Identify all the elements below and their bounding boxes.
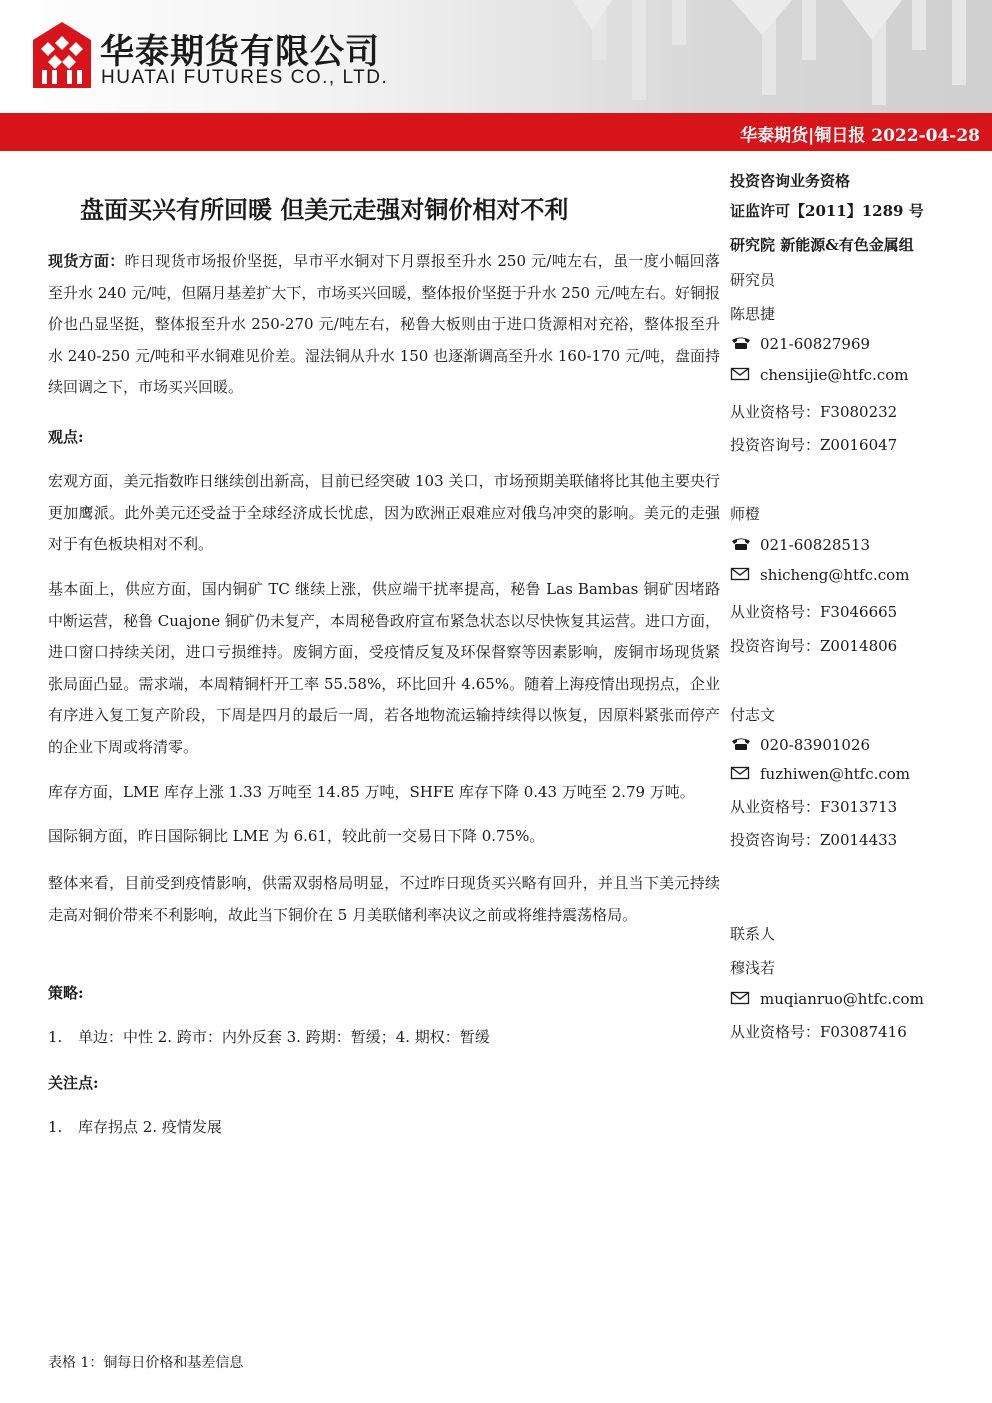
view-label: 观点:	[48, 428, 84, 446]
strategy-text: 单边：中性 2. 跨市：内外反套 3. 跨期：暂缓；4. 期权：暂缓	[78, 1028, 490, 1046]
analyst-email[interactable]: fuzhiwen@htfc.com	[730, 765, 910, 783]
strategy-label: 策略:	[48, 984, 84, 1002]
spot-text: 昨日现货市场报价坚挺，早市平水铜对下月票报至升水 250 元/吨左右，虽一度小幅回落至升水 240 元/吨，但隔月基差扩大下，市场买兴回暖，整体报价坚挺于升水 250 元/吨左右。好铜报价也凸显坚挺，整体报至升水 250-270 元/吨左右，秘鲁大板则由于进口货源相对充裕，整体报至升水 240-250 元/吨和平水铜难见价差。湿法铜从升水 150 也逐渐调高至升水 160-170 元/吨，盘面持续回调之下，市场买兴回暖。	[48, 252, 721, 396]
email-icon	[730, 567, 752, 581]
international-paragraph: 国际铜方面，昨日国际铜比 LME 为 6.61，较此前一交易日下降 0.75%。	[48, 827, 545, 845]
analyst-cert: 从业资格号：F3046665	[730, 603, 898, 621]
macro-paragraph: 宏观方面，美元指数昨日继续创出新高，目前已经突破 103 关口，市场预期美联储将比其他主要央行更加鹰派。此外美元还受益于全球经济成长忧虑，因为欧洲正艰难应对俄乌冲突的影响。美元的走强对于有色板块相对不利。	[48, 472, 720, 553]
table-caption: 表格 1：铜每日价格和基差信息	[48, 1355, 244, 1371]
analyst-email[interactable]: chensijie@htfc.com	[730, 366, 908, 384]
strategy-number: 1.	[48, 1028, 63, 1046]
analyst-advisory: 投资咨询号：Z0014433	[730, 831, 898, 849]
researcher-label: 研究员	[730, 271, 776, 289]
analyst-advisory: 投资咨询号：Z0016047	[730, 436, 898, 454]
email-icon	[730, 991, 752, 1005]
spot-label: 现货方面：	[48, 252, 125, 270]
strategy-item	[48, 1026, 490, 1047]
focus-item	[48, 1116, 222, 1137]
license-number: 证监许可【2011】1289 号	[730, 202, 924, 220]
contact-email[interactable]: muqianruo@htfc.com	[730, 990, 924, 1008]
qualification-title: 投资咨询业务资格	[730, 172, 851, 190]
analyst-phone: 021-60828513	[730, 536, 870, 554]
analyst-name: 付志文	[730, 706, 776, 724]
fundamental-paragraph: 基本面上，供应方面，国内铜矿 TC 继续上涨，供应端干扰率提高，秘鲁 Las Bambas 铜矿因堵路中断运营，秘鲁 Cuajone 铜矿仍未复产，本周秘鲁政府宣布紧急状态以尽快恢复其运营。进口方面，进口窗口持续关闭，进口亏损维持。废铜方面，受疫情反复及环保督察等因素影响，废铜市场现货紧张局面凸显。需求端，本周精铜杆开工率 55.58%，环比回升 4.65%。随着上海疫情出现拐点，企业有序进入复工复产阶段，下周是四月的最后一周，若各地物流运输持续得以恢复，因原料紧张而停产的企业下周或将清零。	[48, 580, 720, 756]
email-icon	[730, 766, 752, 780]
contact-name: 穆浅若	[730, 959, 776, 977]
decorative-pattern	[572, 0, 992, 113]
report-banner-text: 华泰期货|铜日报 2022-04-28	[740, 126, 980, 146]
phone-icon	[730, 336, 752, 350]
overall-paragraph: 整体来看，目前受到疫情影响，供需双弱格局明显，不过昨日现货买兴略有回升，并且当下美元持续走高对铜价带来不利影响，故此当下铜价在 5 月美联储利率决议之前或将维持震荡格局。	[48, 874, 720, 924]
institute-name: 研究院 新能源&有色金属组	[730, 236, 914, 254]
email-icon	[730, 367, 752, 381]
analyst-name: 陈思捷	[730, 305, 776, 323]
analyst-phone: 020-83901026	[730, 736, 870, 754]
company-name-en: HUATAI FUTURES CO., LTD.	[101, 67, 389, 88]
focus-number: 1.	[48, 1118, 63, 1136]
company-name-cn: 华泰期货有限公司	[100, 32, 380, 72]
contact-cert: 从业资格号：F03087416	[730, 1023, 907, 1041]
analyst-advisory: 投资咨询号：Z0014806	[730, 637, 898, 655]
contact-label: 联系人	[730, 925, 776, 943]
company-logo-icon	[33, 22, 91, 88]
phone-icon	[730, 737, 752, 751]
analyst-email[interactable]: shicheng@htfc.com	[730, 566, 909, 584]
analyst-cert: 从业资格号：F3013713	[730, 798, 898, 816]
analyst-phone: 021-60827969	[730, 335, 870, 353]
analyst-name: 师橙	[730, 505, 761, 523]
page-header	[0, 0, 992, 113]
analyst-cert: 从业资格号：F3080232	[730, 403, 898, 421]
inventory-paragraph: 库存方面，LME 库存上涨 1.33 万吨至 14.85 万吨，SHFE 库存下降 0.43 万吨至 2.79 万吨。	[48, 783, 695, 801]
report-title: 盘面买兴有所回暖 但美元走强对铜价相对不利	[80, 196, 569, 224]
focus-label: 关注点:	[48, 1074, 99, 1092]
phone-icon	[730, 537, 752, 551]
report-banner	[0, 113, 992, 151]
spot-paragraph	[48, 246, 720, 404]
focus-text: 库存拐点 2. 疫情发展	[78, 1118, 222, 1136]
